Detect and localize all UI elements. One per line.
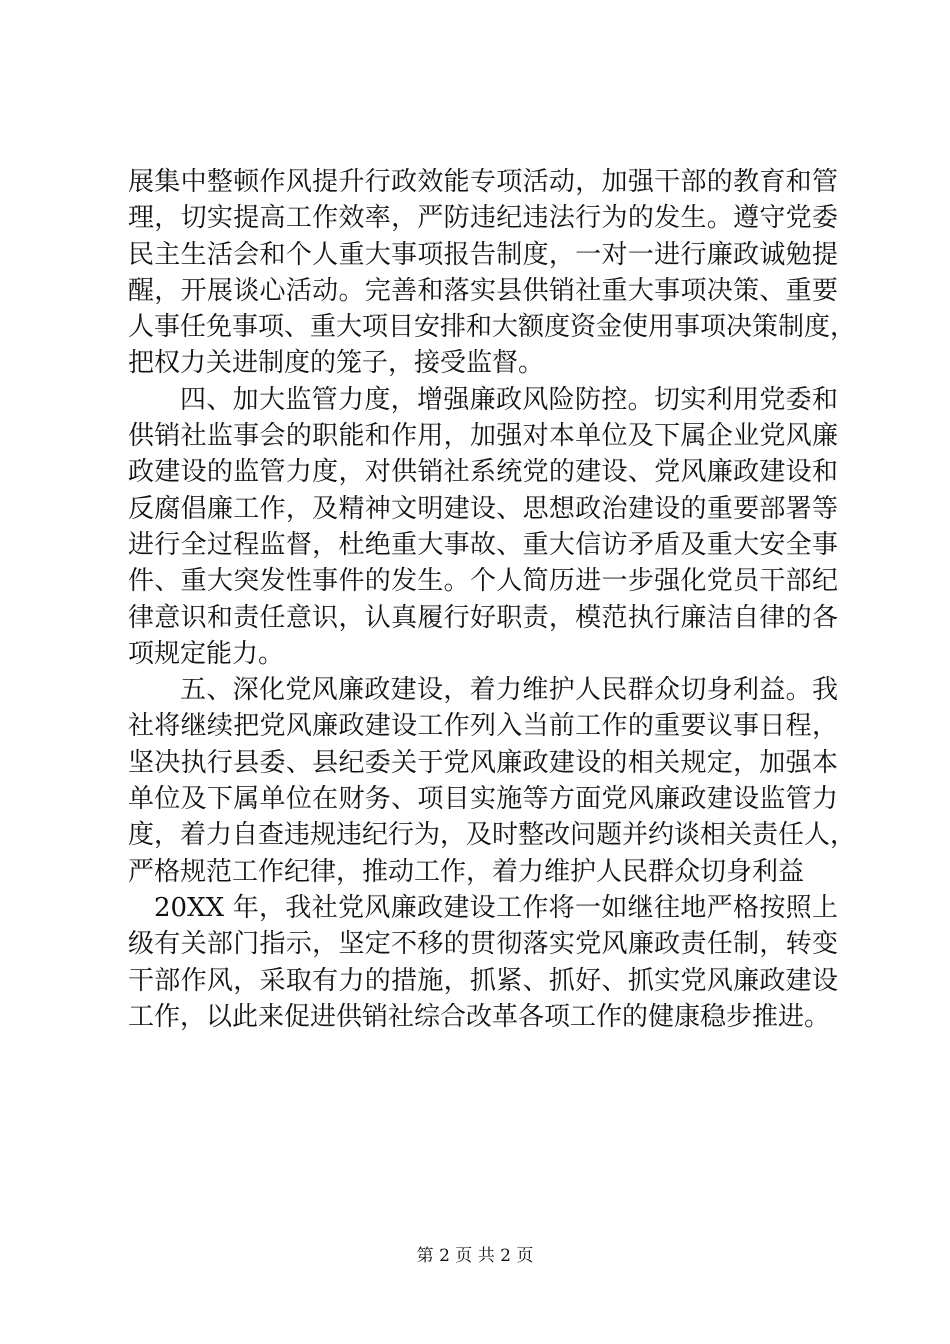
body-line: 展集中整顿作风提升行政效能专项活动，加强干部的教育和管 bbox=[128, 167, 838, 197]
body-line: 律意识和责任意识，认真履行好职责，模范执行廉洁自律的各 bbox=[128, 602, 838, 633]
body-line: 级有关部门指示，坚定不移的贯彻落实党风廉政责任制，转变 bbox=[128, 929, 838, 960]
body-line: 把权力关进制度的笼子，接受监督。 bbox=[128, 348, 545, 379]
body-line: 民主生活会和个人重大事项报告制度，一对一进行廉政诚勉提 bbox=[128, 239, 838, 270]
body-line: 政建设的监管力度，对供销社系统党的建设、党风廉政建设和 bbox=[128, 457, 838, 488]
page-number-footer: 第 2 页 共 2 页 bbox=[416, 1246, 534, 1266]
conclusion-first-line: 20XX 年，我社党风廉政建设工作将一如继往地严格按照上 bbox=[154, 892, 838, 923]
body-line: 度，着力自查违规违纪行为，及时整改问题并约谈相关责任人， bbox=[128, 820, 857, 851]
body-line: 件、重大突发性事件的发生。个人简历进一步强化党员干部纪 bbox=[128, 566, 838, 597]
section-four-heading-line: 四、加大监管力度，增强廉政风险防控。切实利用党委和 bbox=[180, 384, 838, 415]
body-line: 进行全过程监督，杜绝重大事故、重大信访矛盾及重大安全事 bbox=[128, 529, 838, 560]
body-line: 项规定能力。 bbox=[128, 638, 285, 669]
body-line: 单位及下属单位在财务、项目实施等方面党风廉政建设监管力 bbox=[128, 784, 838, 815]
body-line: 醒，开展谈心活动。完善和落实县供销社重大事项决策、重要 bbox=[128, 275, 838, 306]
body-line: 严格规范工作纪律，推动工作，着力维护人民群众切身利益 bbox=[128, 856, 805, 887]
body-line: 人事任免事项、重大项目安排和大额度资金使用事项决策制度， bbox=[128, 312, 857, 343]
body-line: 坚决执行县委、县纪委关于党风廉政建设的相关规定，加强本 bbox=[128, 747, 838, 778]
body-line: 社将继续把党风廉政建设工作列入当前工作的重要议事日程， bbox=[128, 711, 838, 742]
body-line: 理，切实提高工作效率，严防违纪违法行为的发生。遵守党委 bbox=[128, 203, 838, 234]
body-line: 干部作风，采取有力的措施，抓紧、抓好、抓实党风廉政建设 bbox=[128, 965, 838, 996]
section-five-heading-line: 五、深化党风廉政建设，着力维护人民群众切身利益。我 bbox=[180, 675, 838, 706]
body-line: 供销社监事会的职能和作用，加强对本单位及下属企业党风廉 bbox=[128, 421, 838, 452]
document-body bbox=[128, 164, 857, 1035]
body-line: 反腐倡廉工作，及精神文明建设、思想政治建设的重要部署等 bbox=[128, 493, 838, 524]
body-line: 工作，以此来促进供销社综合改革各项工作的健康稳步推进。 bbox=[128, 1001, 831, 1032]
